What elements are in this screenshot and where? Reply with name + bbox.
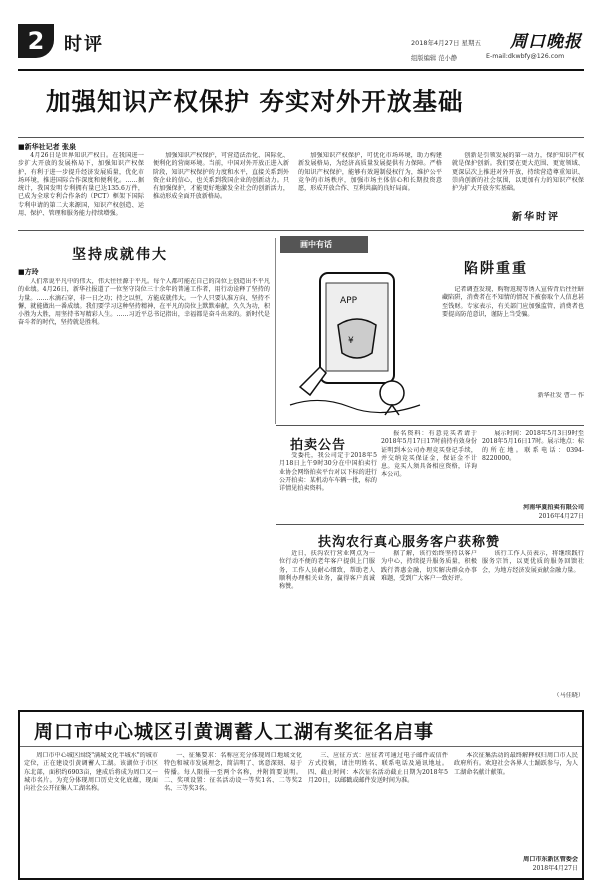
auction-paragraph-2: 报名资料：有意竞买者请于2018年5月17日17时前持有效身份证明到本公司办理竞买登记手续，并交纳竞买保证金，保证金不计息。竞买人须具备相应资格，详询本公司。 — [381, 430, 477, 479]
notice-column-2 — [164, 752, 302, 876]
cartoon-illustration — [280, 255, 434, 423]
notice-paragraph-3: 三、应征方式：应征者可通过电子邮件或信件方式投稿，请注明姓名、联系电话及通讯地址。四、截止时间：本次征名活动截止日期为2018年5月20日，以邮戳或邮件发送时间为准。 — [308, 752, 448, 784]
auction-bottom-rule — [276, 524, 584, 525]
lead-headline: 加强知识产权保护 夯实对外开放基础 — [46, 87, 464, 116]
auction-date: 2016年4月27日 — [538, 513, 584, 520]
help-paragraph-1: 近日，扶沟农行营业网点为一位行动不便的老年客户提供上门服务，工作人员耐心细致，帮助老人顺利办理相关业务，赢得客户真诚称赞。 — [279, 550, 375, 591]
section-title: 时评 — [64, 34, 104, 55]
editor-credit: 组版编辑 范小静 — [411, 55, 458, 62]
xinhua-commentary-stamp: 新华时评 — [512, 212, 560, 223]
help-column-3 — [482, 550, 584, 690]
lead-rule — [18, 137, 584, 138]
svg-text:¥: ¥ — [348, 336, 354, 346]
notice-paragraph-1: 周口市中心城区围绕"满城文化半城水"的城市定位，正在建设引黄调蓄人工湖。该湖位于市区东北部，面积约6903亩，建成后将成为周口又一城市名片。为充分体现周口历史文化底蕴，现面向社会公开征集人工湖名称。 — [24, 752, 158, 793]
persist-byline: ■方玲 — [18, 268, 39, 276]
lead-column-1 — [18, 152, 144, 222]
lead-paragraph-4: 创新是引领发展的第一动力，保护知识产权就是保护创新。我们要在更大范围、更宽领域、更深层次上推进对外开放，持续营造尊重知识、崇尚创新的社会氛围，以更加有力的知识产权保护为扩大开放夯实基础。 — [452, 152, 584, 193]
help-credit: （马佳晓） — [553, 692, 584, 699]
help-paragraph-3: 该行工作人员表示，将继续践行服务宗旨，以更优质的服务回馈社会，为地方经济发展贡献金融力量。 — [482, 550, 584, 574]
lead-column-2 — [153, 152, 289, 222]
help-paragraph-2: 据了解，该行始终坚持以客户为中心，持续提升服务质量，积极践行普惠金融，切实解决群众办事难题，受到广大客户一致好评。 — [381, 550, 477, 582]
cartoon-caption-text: 记者调查发现，购物返现等诱人宣传背后往往暗藏陷阱，消费者在不知情的情况下被套取个人信息甚至钱财。专家表示，有关部门应加强监管，消费者也要提高防范意识，谨防上当受骗。 — [442, 286, 584, 318]
help-column-1 — [279, 550, 375, 700]
cartoon-label: 画中有话 — [300, 240, 332, 249]
notice-paragraph-2: 一、征集要求：名称应充分体现周口地域文化特色和城市发展理念，简洁明了、寓意深刻、易于传播。每人限报一至两个名称，并附简要说明。二、奖项设置：征名活动设一等奖1名、二等奖2名、三等奖3名。 — [164, 752, 302, 793]
help-column-2 — [381, 550, 477, 700]
page-number: 2 — [27, 27, 45, 55]
issue-date: 2018年4月27日 星期五 — [411, 39, 482, 47]
cartoon-caption — [442, 286, 584, 392]
notice-column-4 — [454, 752, 578, 852]
auction-headline: 拍卖公告 — [290, 438, 347, 453]
lead-column-4 — [452, 152, 584, 212]
lead-bottom-rule — [18, 230, 584, 231]
auction-paragraph-1: 受委托，我公司定于2018年5月18日上午9时30分在中国拍卖行业协会网络拍卖平台对以下标的进行公开拍卖：某机动车车辆一批，标的详情见拍卖资料。 — [279, 452, 377, 493]
header-rule — [18, 69, 584, 71]
trap-headline: 陷阱重重 — [464, 261, 528, 277]
persist-column-rule — [275, 238, 276, 424]
cartoon-credit: 新华社发 曹一 作 — [537, 392, 584, 399]
paper-name: 周口晚报 — [510, 32, 582, 52]
notice-headline: 周口市中心城区引黄调蓄人工湖有奖征名启事 — [34, 721, 435, 743]
cartoon-bottom-rule — [276, 425, 584, 426]
lead-paragraph-3: 加强知识产权保护，可优化市场环境，助力构建新发展格局，为经济高质量发展提供有力保障。严格的知识产权保护，能够有效遏制侵权行为，维护公平竞争的市场秩序，加强市场主体信心和长期投资意愿，形成开放合作、互利共赢的良好局面。 — [298, 152, 442, 193]
help-headline: 扶沟农行真心服务客户获称赞 — [318, 535, 501, 550]
auction-paragraph-3: 展示时间：2018年5月3日9时至2018年5月16日17时。展示地点：标的所在地。联系电话：0394-8220000。 — [482, 430, 584, 462]
auction-column-3 — [482, 430, 584, 504]
notice-column-3 — [308, 752, 448, 876]
cartoon-drawing — [280, 255, 434, 423]
notice-org: 周口市东新区管委会 — [523, 856, 578, 863]
notice-headline-rule — [20, 746, 582, 747]
lead-paragraph-2: 加强知识产权保护，可营造法治化、国际化、便利化的营商环境。当前，中国对外开放正进入新阶段，知识产权保护的力度和水平，直接关系到外资企业的信心，也关系到我国企业的创新动力。只有加强保护，才能更好地激发全社会的创新活力，推动形成全面开放新格局。 — [153, 152, 289, 201]
svg-text:APP: APP — [340, 296, 358, 306]
notice-paragraph-4: 本次征集活动的最终解释权归周口市人民政府所有。欢迎社会各界人士踊跃参与，为人工湖命名献计献策。 — [454, 752, 578, 776]
editor-email: E-mail:dkwbfy@126.com — [486, 53, 565, 60]
page-header — [18, 24, 584, 68]
lead-column-3 — [298, 152, 442, 222]
notice-column-1 — [24, 752, 158, 876]
auction-column-2 — [381, 430, 477, 518]
persist-headline: 坚持成就伟大 — [72, 247, 168, 263]
auction-column-1 — [279, 452, 377, 518]
lead-paragraph-1: 4月26日是世界知识产权日。在我国进一步扩大开放的发展格局下，加强知识产权保护，有利于进一步提升经济发展质量，优化市场环境，推进国际合作深度和便利化。……据统计，我国发明专利拥有量已达135.6万件，已成为全球专利合作条约（PCT）框架下国际专利申请的第二大来源国，知识产权创造、运用、保护、管理和服务能力持续增强。 — [18, 152, 144, 218]
persist-body — [18, 278, 270, 710]
lead-byline: ■新华社记者 张泉 — [18, 143, 77, 151]
notice-date: 2018年4月27日 — [532, 865, 578, 872]
auction-company: 河南华夏拍卖有限公司 — [523, 504, 584, 511]
persist-paragraph: 人们常说平凡中的伟大，伟大往往源于平凡。每个人都可能在自己的岗位上创造出不平凡的业绩。4月26日，新华社报道了一位坚守岗位三十余年的普通工作者，用行动诠释了坚持的力量。……水滴石穿，非一日之功；持之以恒，方能成就伟大。一个人只要认准方向、坚持不懈，就能做出一番成绩。我们要学习这种坚持精神，在平凡的岗位上默默奉献，久久为功，积小胜为大胜，用坚持书写精彩人生。……习近平总书记指出，幸福都是奋斗出来的。新时代是奋斗者的时代，坚持就是胜利。 — [18, 278, 270, 327]
